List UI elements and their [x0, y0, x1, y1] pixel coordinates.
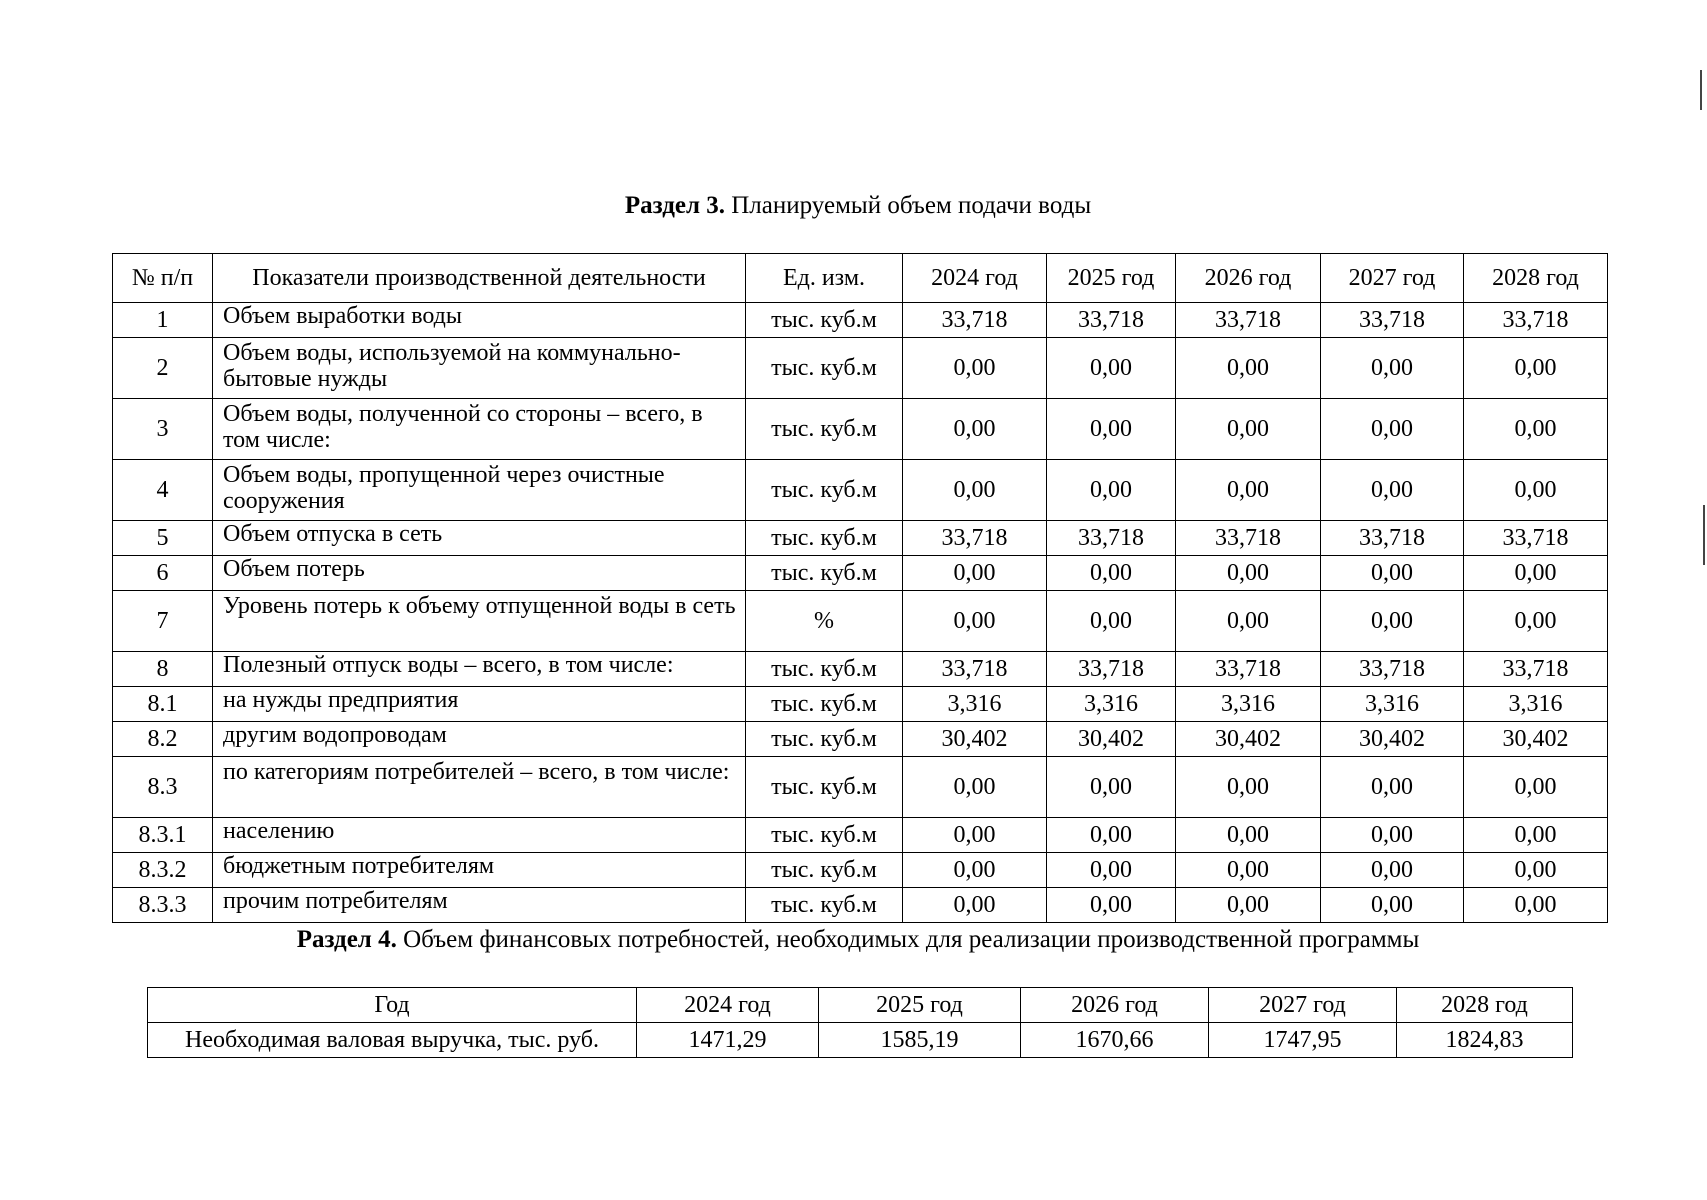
indicator-name: населению [213, 818, 746, 853]
table-row [113, 338, 1608, 399]
column-header: 2027 год [1321, 254, 1464, 303]
value-cell: 30,402 [1176, 722, 1321, 757]
indicator-name: Объем потерь [213, 556, 746, 591]
row-number: 8.3 [113, 757, 213, 818]
unit-cell: тыс. куб.м [746, 338, 903, 399]
column-header: 2026 год [1176, 254, 1321, 303]
column-header: Показатели производственной деятельности [213, 254, 746, 303]
indicator-name: прочим потребителям [213, 888, 746, 923]
value-cell: 0,00 [1176, 818, 1321, 853]
row-number: 7 [113, 591, 213, 652]
value-cell: 0,00 [1176, 556, 1321, 591]
value-cell: 0,00 [1321, 460, 1464, 521]
value-cell: 33,718 [1464, 652, 1608, 687]
column-header: Год [148, 988, 637, 1023]
value-cell: 3,316 [1321, 687, 1464, 722]
value-cell: 0,00 [1047, 591, 1176, 652]
value-cell: 0,00 [1464, 818, 1608, 853]
unit-cell: тыс. куб.м [746, 652, 903, 687]
value-cell: 3,316 [903, 687, 1047, 722]
value-cell: 0,00 [1464, 338, 1608, 399]
value-cell: 33,718 [1047, 303, 1176, 338]
value-cell: 0,00 [903, 338, 1047, 399]
table-body [113, 303, 1608, 923]
row-label: Необходимая валовая выручка, тыс. руб. [148, 1023, 637, 1058]
financial-needs-table [147, 987, 1573, 1058]
value-cell: 30,402 [903, 722, 1047, 757]
row-number: 8.3.3 [113, 888, 213, 923]
value-cell: 33,718 [1321, 521, 1464, 556]
section-3-title [0, 191, 1707, 221]
value-cell: 30,402 [1464, 722, 1608, 757]
row-number: 8.3.1 [113, 818, 213, 853]
indicator-name: Полезный отпуск воды – всего, в том числе: [213, 652, 746, 687]
column-header: 2027 год [1209, 988, 1397, 1023]
table-row [113, 303, 1608, 338]
value-cell: 0,00 [1176, 591, 1321, 652]
indicator-name: другим водопроводам [213, 722, 746, 757]
indicator-name: по категориям потребителей – всего, в том числе: [213, 757, 746, 818]
value-cell: 33,718 [1464, 521, 1608, 556]
unit-cell: тыс. куб.м [746, 687, 903, 722]
value-cell: 0,00 [1321, 338, 1464, 399]
value-cell: 0,00 [903, 888, 1047, 923]
value-cell: 0,00 [1321, 818, 1464, 853]
section-3-title-bold: Раздел 3. [624, 192, 725, 219]
value-cell: 30,402 [1047, 722, 1176, 757]
value-cell: 0,00 [903, 460, 1047, 521]
value-cell: 3,316 [1464, 687, 1608, 722]
column-header: 2028 год [1397, 988, 1573, 1023]
column-header: 2028 год [1464, 254, 1608, 303]
unit-cell: тыс. куб.м [746, 722, 903, 757]
table-row [113, 757, 1608, 818]
value-cell: 0,00 [1464, 460, 1608, 521]
table-row [113, 556, 1608, 591]
value-cell: 0,00 [1047, 818, 1176, 853]
column-header: 2024 год [903, 254, 1047, 303]
table-row [113, 399, 1608, 460]
row-number: 4 [113, 460, 213, 521]
row-number: 2 [113, 338, 213, 399]
unit-cell: тыс. куб.м [746, 556, 903, 591]
value-cell: 0,00 [1047, 757, 1176, 818]
value-cell: 1471,29 [637, 1023, 819, 1058]
column-header: 2025 год [1047, 254, 1176, 303]
table-row [113, 818, 1608, 853]
value-cell: 0,00 [1176, 853, 1321, 888]
value-cell: 0,00 [903, 399, 1047, 460]
value-cell: 0,00 [1321, 757, 1464, 818]
row-number: 8.2 [113, 722, 213, 757]
column-header: Ед. изм. [746, 254, 903, 303]
value-cell: 0,00 [903, 556, 1047, 591]
value-cell: 0,00 [1321, 591, 1464, 652]
indicator-name: Объем отпуска в сеть [213, 521, 746, 556]
row-number: 8.1 [113, 687, 213, 722]
indicator-name: Объем воды, полученной со стороны – всего, в том числе: [213, 399, 746, 460]
value-cell: 0,00 [1321, 556, 1464, 591]
scan-edge-mark [1703, 505, 1705, 565]
unit-cell: тыс. куб.м [746, 399, 903, 460]
value-cell: 33,718 [1321, 303, 1464, 338]
value-cell: 33,718 [903, 521, 1047, 556]
column-header: 2024 год [637, 988, 819, 1023]
value-cell: 0,00 [1176, 888, 1321, 923]
unit-cell: тыс. куб.м [746, 521, 903, 556]
value-cell: 0,00 [1464, 556, 1608, 591]
unit-cell: % [746, 591, 903, 652]
scan-edge-mark [1700, 70, 1702, 110]
section-4-title [0, 925, 1707, 955]
table-header-row [148, 988, 1573, 1023]
table-row [113, 722, 1608, 757]
value-cell: 0,00 [1176, 338, 1321, 399]
indicator-name: бюджетным потребителям [213, 853, 746, 888]
table-row [113, 460, 1608, 521]
row-number: 8.3.2 [113, 853, 213, 888]
value-cell: 0,00 [1321, 888, 1464, 923]
unit-cell: тыс. куб.м [746, 460, 903, 521]
indicator-name: Объем выработки воды [213, 303, 746, 338]
value-cell: 33,718 [1321, 652, 1464, 687]
value-cell: 3,316 [1176, 687, 1321, 722]
value-cell: 33,718 [1464, 303, 1608, 338]
column-header: 2026 год [1021, 988, 1209, 1023]
table-header-row [113, 254, 1608, 303]
value-cell: 1824,83 [1397, 1023, 1573, 1058]
table-row [113, 591, 1608, 652]
unit-cell: тыс. куб.м [746, 303, 903, 338]
value-cell: 0,00 [903, 818, 1047, 853]
value-cell: 0,00 [1464, 888, 1608, 923]
table-row [113, 521, 1608, 556]
value-cell: 0,00 [1047, 338, 1176, 399]
value-cell: 0,00 [1321, 399, 1464, 460]
value-cell: 0,00 [1047, 853, 1176, 888]
indicator-name: Объем воды, пропущенной через очистные сооружения [213, 460, 746, 521]
value-cell: 0,00 [1464, 399, 1608, 460]
value-cell: 0,00 [903, 591, 1047, 652]
unit-cell: тыс. куб.м [746, 818, 903, 853]
value-cell: 33,718 [903, 652, 1047, 687]
section-4-title-bold: Раздел 4. [296, 926, 397, 953]
water-supply-table [112, 253, 1608, 923]
row-number: 6 [113, 556, 213, 591]
indicator-name: на нужды предприятия [213, 687, 746, 722]
value-cell: 0,00 [1464, 591, 1608, 652]
value-cell: 1747,95 [1209, 1023, 1397, 1058]
value-cell: 1670,66 [1021, 1023, 1209, 1058]
table-row [113, 853, 1608, 888]
row-number: 8 [113, 652, 213, 687]
value-cell: 0,00 [1321, 853, 1464, 888]
indicator-name: Уровень потерь к объему отпущенной воды в сеть [213, 591, 746, 652]
value-cell: 0,00 [903, 853, 1047, 888]
value-cell: 0,00 [1176, 757, 1321, 818]
value-cell: 33,718 [903, 303, 1047, 338]
value-cell: 0,00 [1047, 460, 1176, 521]
value-cell: 1585,19 [819, 1023, 1021, 1058]
unit-cell: тыс. куб.м [746, 757, 903, 818]
value-cell: 0,00 [1464, 853, 1608, 888]
value-cell: 0,00 [1464, 757, 1608, 818]
value-cell: 0,00 [1176, 460, 1321, 521]
column-header: 2025 год [819, 988, 1021, 1023]
row-number: 3 [113, 399, 213, 460]
value-cell: 0,00 [903, 757, 1047, 818]
indicator-name: Объем воды, используемой на коммунально-бытовые нужды [213, 338, 746, 399]
value-cell: 33,718 [1047, 521, 1176, 556]
value-cell: 33,718 [1047, 652, 1176, 687]
section-4-title-text: Объем финансовых потребностей, необходимых для реализации производственной программы [396, 926, 1420, 953]
value-cell: 0,00 [1176, 399, 1321, 460]
value-cell: 33,718 [1176, 652, 1321, 687]
column-header: № п/п [113, 254, 213, 303]
row-number: 5 [113, 521, 213, 556]
unit-cell: тыс. куб.м [746, 888, 903, 923]
value-cell: 0,00 [1047, 888, 1176, 923]
table-row [148, 1023, 1573, 1058]
table-row [113, 652, 1608, 687]
value-cell: 0,00 [1047, 556, 1176, 591]
row-number: 1 [113, 303, 213, 338]
table-row [113, 687, 1608, 722]
value-cell: 3,316 [1047, 687, 1176, 722]
table-row [113, 888, 1608, 923]
value-cell: 33,718 [1176, 303, 1321, 338]
value-cell: 30,402 [1321, 722, 1464, 757]
value-cell: 0,00 [1047, 399, 1176, 460]
section-3-title-text: Планируемый объем подачи воды [725, 192, 1092, 219]
unit-cell: тыс. куб.м [746, 853, 903, 888]
value-cell: 33,718 [1176, 521, 1321, 556]
